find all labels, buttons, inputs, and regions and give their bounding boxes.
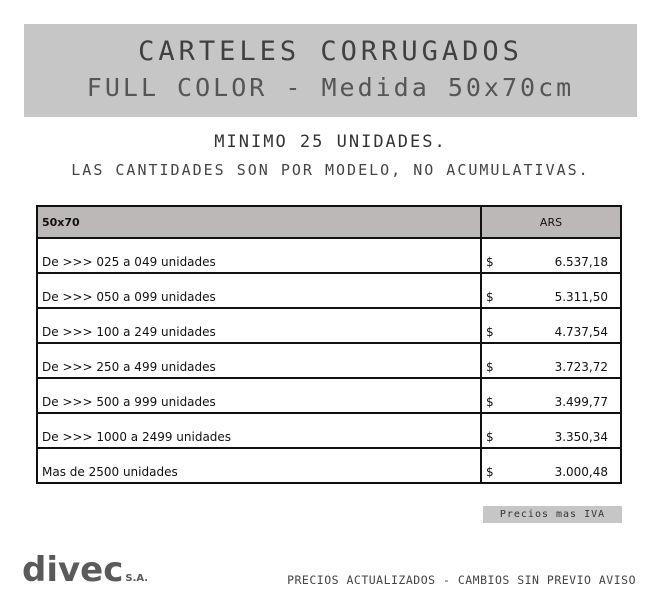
price-amount: 5.311,50 bbox=[554, 290, 608, 304]
company-logo bbox=[22, 550, 148, 590]
price-amount: 3.499,77 bbox=[554, 395, 608, 409]
quantity-range: De >>> 500 a 999 unidades bbox=[37, 378, 481, 413]
table-row bbox=[37, 238, 621, 273]
quantity-range: De >>> 050 a 099 unidades bbox=[37, 273, 481, 308]
page-title: CARTELES CORRUGADOS bbox=[138, 36, 523, 67]
table-row bbox=[37, 413, 621, 448]
currency-symbol: $ bbox=[486, 465, 494, 479]
header-currency-label: ARS bbox=[481, 206, 621, 238]
currency-symbol: $ bbox=[486, 395, 494, 409]
page-subtitle: FULL COLOR - Medida 50x70cm bbox=[86, 73, 575, 102]
quantity-range: De >>> 025 a 049 unidades bbox=[37, 238, 481, 273]
price-amount: 3.000,48 bbox=[554, 465, 608, 479]
iva-note-badge: Precios mas IVA bbox=[483, 506, 622, 523]
footer-disclaimer: PRECIOS ACTUALIZADOS - CAMBIOS SIN PREVIO AVISO bbox=[287, 573, 636, 587]
price-amount: 6.537,18 bbox=[554, 255, 608, 269]
price-table bbox=[36, 205, 622, 484]
table-row bbox=[37, 448, 621, 483]
currency-symbol: $ bbox=[486, 360, 494, 374]
price-cell bbox=[481, 308, 621, 343]
logo-wordmark: divec bbox=[22, 550, 124, 590]
price-cell bbox=[481, 378, 621, 413]
quantity-range: De >>> 250 a 499 unidades bbox=[37, 343, 481, 378]
price-cell bbox=[481, 448, 621, 483]
header-banner bbox=[24, 24, 637, 117]
header-size-label: 50x70 bbox=[37, 206, 481, 238]
quantity-range: Mas de 2500 unidades bbox=[37, 448, 481, 483]
quantity-range: De >>> 1000 a 2499 unidades bbox=[37, 413, 481, 448]
price-cell bbox=[481, 343, 621, 378]
logo-suffix: S.A. bbox=[125, 573, 149, 584]
minimum-units-note: MINIMO 25 UNIDADES. bbox=[214, 132, 447, 152]
price-cell bbox=[481, 413, 621, 448]
price-amount: 4.737,54 bbox=[554, 325, 608, 339]
non-cumulative-note: LAS CANTIDADES SON POR MODELO, NO ACUMULATIVAS. bbox=[71, 161, 590, 179]
currency-symbol: $ bbox=[486, 255, 494, 269]
currency-symbol: $ bbox=[486, 325, 494, 339]
currency-symbol: $ bbox=[486, 290, 494, 304]
price-cell bbox=[481, 238, 621, 273]
currency-symbol: $ bbox=[486, 430, 494, 444]
table-header-row bbox=[37, 206, 621, 238]
quantity-range: De >>> 100 a 249 unidades bbox=[37, 308, 481, 343]
table-row bbox=[37, 308, 621, 343]
table-row bbox=[37, 343, 621, 378]
price-cell bbox=[481, 273, 621, 308]
table-row bbox=[37, 378, 621, 413]
price-amount: 3.723,72 bbox=[554, 360, 608, 374]
price-amount: 3.350,34 bbox=[554, 430, 608, 444]
table-row bbox=[37, 273, 621, 308]
